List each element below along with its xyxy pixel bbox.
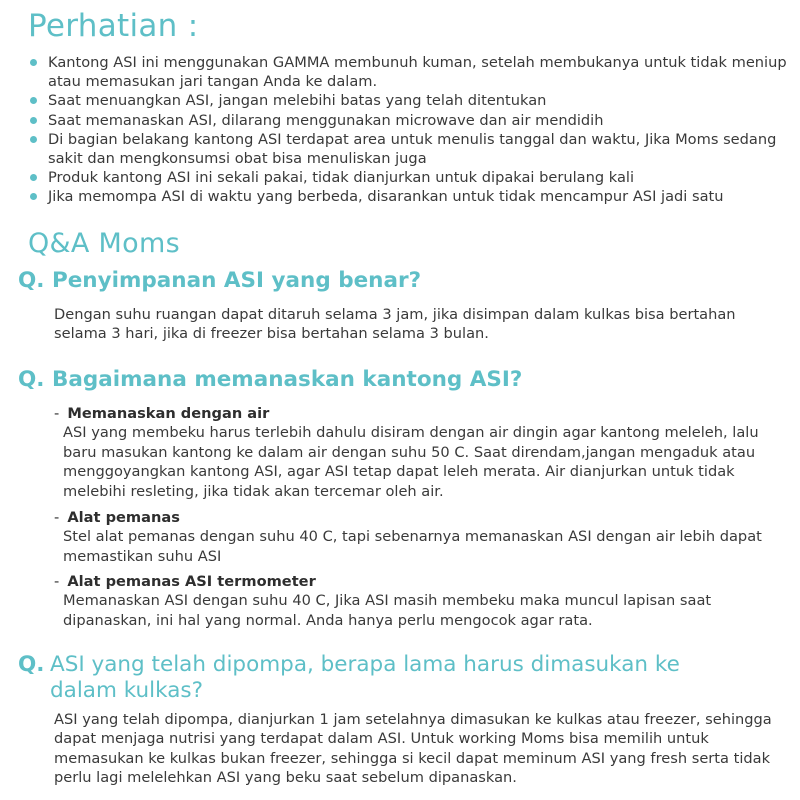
question-label: Q. xyxy=(18,268,45,293)
question-heading xyxy=(18,367,522,392)
question-label: Q. xyxy=(18,367,45,392)
list-item xyxy=(28,130,798,168)
bullet-dot-icon xyxy=(30,136,37,143)
heating-method-title: Alat pemanas xyxy=(67,509,180,526)
question-text: Penyimpanan ASI yang benar? xyxy=(51,268,422,293)
dash-marker: - xyxy=(54,405,60,422)
qa-title: Q&A Moms xyxy=(28,228,180,259)
answer-text: Dengan suhu ruangan dapat ditaruh selama 3 jam, jika disimpan dalam kulkas bisa bertahan selama 3 hari, jika di freezer bisa bertahan selama 3 bulan. xyxy=(54,306,736,343)
list-item-text: Saat menuangkan ASI, jangan melebihi batas yang telah ditentukan xyxy=(48,92,547,110)
heating-method-body: Memanaskan ASI dengan suhu 40 C, Jika ASI masih membeku maka muncul lapisan saat dipanaskan, ini hal yang normal. Anda hanya perlu mengocok agar rata. xyxy=(63,592,712,629)
heating-method-title: Alat pemanas ASI termometer xyxy=(67,573,316,590)
list-item xyxy=(28,53,798,91)
heating-method xyxy=(54,404,784,501)
bullet-dot-icon xyxy=(30,117,37,124)
bullet-dot-icon xyxy=(30,174,37,181)
list-item xyxy=(28,168,798,187)
perhatian-list xyxy=(28,53,798,207)
list-item-text: Kantong ASI ini menggunakan GAMMA membunuh kuman, setelah membukanya untuk tidak meniup atau memasukan jari tangan Anda ke dalam. xyxy=(48,54,787,91)
heating-method-title-row xyxy=(54,572,784,591)
dash-marker: - xyxy=(54,573,60,590)
question-label: Q. xyxy=(18,652,45,677)
list-item-text: Saat memanaskan ASI, dilarang menggunakan microwave dan air mendidih xyxy=(48,111,604,129)
question-heading xyxy=(18,268,421,293)
list-item-text: Produk kantong ASI ini sekali pakai, tidak dianjurkan untuk dipakai berulang kali xyxy=(48,169,634,187)
list-item xyxy=(28,187,798,206)
heating-method-title-row xyxy=(54,508,784,527)
heating-method-body: Stel alat pemanas dengan suhu 40 C, tapi sebenarnya memanaskan ASI dengan air lebih dapat memastikan suhu ASI xyxy=(63,528,762,565)
question-heading xyxy=(18,652,730,704)
list-item xyxy=(28,91,798,110)
answer-text: ASI yang telah dipompa, dianjurkan 1 jam setelahnya dimasukan ke kulkas atau freezer, sehingga dapat menjaga nutrisi yang terdapat dalam ASI. Untuk working Moms bisa memilih untuk memasukan ke kulkas bukan freezer, sehingga si kecil dapat meminum ASI yang fresh serta tidak perlu lagi melelehkan ASI yang beku saat sebelum dipanaskan. xyxy=(54,711,772,787)
heating-method-title-row xyxy=(54,404,784,423)
heating-method xyxy=(54,508,784,566)
question-text: ASI yang telah dipompa, berapa lama harus dimasukan ke dalam kulkas? xyxy=(50,652,680,703)
bullet-dot-icon xyxy=(30,59,37,66)
list-item xyxy=(28,111,798,130)
bullet-dot-icon xyxy=(30,193,37,200)
question-text: Bagaimana memanaskan kantong ASI? xyxy=(51,367,523,392)
dash-marker: - xyxy=(54,509,60,526)
perhatian-title: Perhatian : xyxy=(28,8,199,44)
heating-method-title: Memanaskan dengan air xyxy=(67,405,270,422)
heating-method-body: ASI yang membeku harus terlebih dahulu disiram dengan air dingin agar kantong meleleh, lalu baru masukan kantong ke dalam air dengan suhu 50 C. Saat direndam,jangan mengaduk atau menggoyangkan kantong ASI, agar ASI tetap dapat leleh merata. Air dianjurkan untuk tidak melebihi resleting, jika tidak akan tercemar oleh air. xyxy=(63,424,759,500)
heating-method xyxy=(54,572,784,630)
list-item-text: Jika memompa ASI di waktu yang berbeda, disarankan untuk tidak mencampur ASI jadi satu xyxy=(48,188,724,206)
bullet-dot-icon xyxy=(30,97,37,104)
list-item-text: Di bagian belakang kantong ASI terdapat area untuk menulis tanggal dan waktu, Jika Moms sedang sakit dan mengkonsumsi obat bisa menuliskan juga xyxy=(48,130,777,168)
